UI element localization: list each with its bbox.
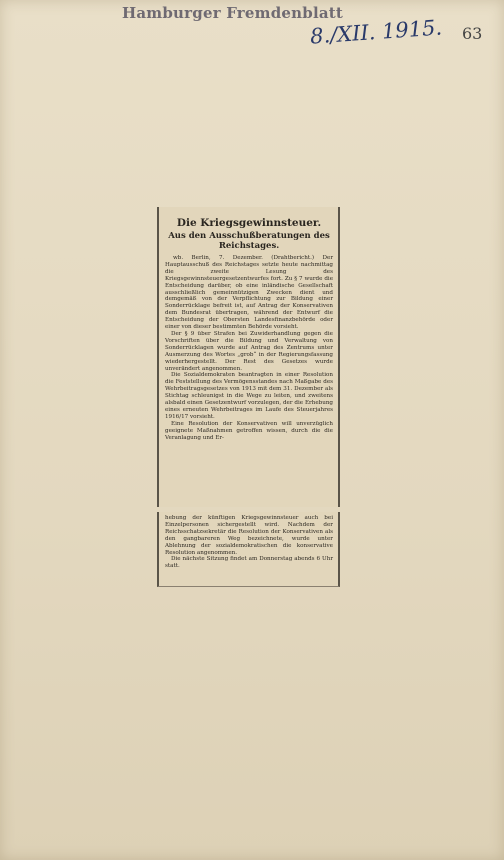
- article-paragraph: Die nächste Sitzung findet am Donnerstag abends 6 Uhr statt.: [165, 556, 333, 570]
- article-paragraph: hebung der künftigen Kriegsgewinnsteuer auch bei Einzelpersonen sichergestellt wird. Nachdem der Reichsschatzsekretär die Resolution der Konservativen als den gangbareren Weg bezeichnete, wurde unter Ablehnung der sozialdemokratischen die konservative Resolution angenommen.: [165, 515, 333, 556]
- newspaper-clipping-continuation: [157, 512, 340, 587]
- article-paragraph: Der § 9 über Strafen bei Zuwiderhandlung gegen die Vorschriften über die Bildung und Verwaltung von Sonderrücklagen wurde auf Antrag des Zentrums unter Ausmerzung des Wortes „grob“ in der Regierungsfassung wiederhergestellt. Der Rest des Gesetzes wurde unverändert angenommen.: [165, 330, 333, 372]
- article-paragraph: wb. Berlin, 7. Dezember. (Drahtbericht.) Der Hauptausschuß des Reichstages setzte heute nachmittag die zweite Lesung des Kriegsgewinnsteuergesetzentwurfes fort. Zu § 7 wurde die Entscheidung darüber, ob eine inländische Gesellschaft ausschließlich gemeinnützigen Zwecken dient und demgemäß von der Verpflichtung zur Bildung einer Sonderrücklage befreit ist, auf Antrag der Konservativen dem Bundesrat übertragen, während der Entwurf die Entscheidung der Obersten Landesfinanzbehörde oder einer von dieser bestimmten Behörde vorsieht.: [165, 255, 333, 331]
- article-paragraph: Eine Resolution der Konservativen will unverzüglich geeignete Maßnahmen getroffen wissen, durch die die Veranlagung und Er-: [165, 420, 333, 441]
- page-number: 63: [462, 24, 483, 43]
- article-paragraph: Die Sozialdemokraten beantragten in einer Resolution die Feststellung des Vermögensstandes nach Maßgabe des Wehrbeitragsgesetzes von 1913 mit dem 31. Dezember als Stichtag schleunigst in die Wege zu leiten, und zweitens alsbald einen Gesetzentwurf vorzulegen, der die Erhebung eines erneuten Wehrbeitrages im Laufe des Steuerjahres 1916/17 vorsieht.: [165, 372, 333, 420]
- article-subheadline: Aus den Ausschußberatungen des Reichstages.: [168, 231, 330, 251]
- newspaper-clipping: [157, 207, 340, 507]
- newspaper-name-stamp: Hamburger Fremdenblatt: [122, 4, 344, 22]
- handwritten-date: 8./XII. 1915.: [309, 15, 443, 49]
- article-headline: Die Kriegsgewinnsteuer.: [176, 217, 322, 229]
